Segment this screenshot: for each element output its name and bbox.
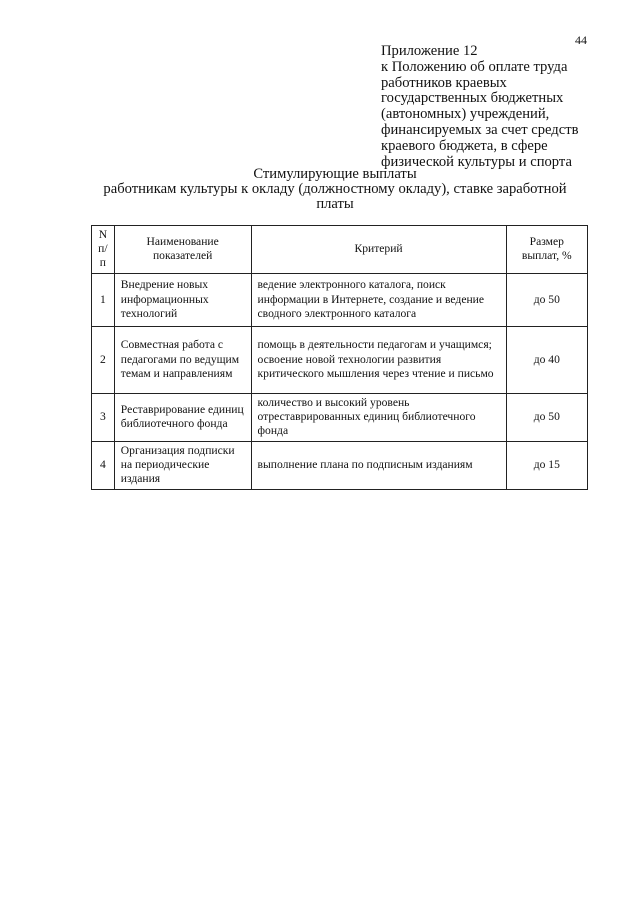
appendix-line: финансируемых за счет средств (381, 121, 579, 138)
cell-criterion: выполнение плана по подписным изданиям (251, 441, 506, 489)
header-amount: Размер выплат, % (506, 226, 587, 274)
cell-name: Реставрирование единиц библиотечного фонда (114, 393, 251, 441)
appendix-line: краевого бюджета, в сфере (381, 137, 548, 154)
cell-criterion: количество и высокий уровень отреставрированных единиц библиотечного фонда (251, 393, 506, 441)
header-number: N п/п (92, 226, 115, 274)
table-row (92, 441, 588, 489)
appendix-line: Приложение 12 (381, 43, 478, 59)
cell-name: Организация подписки на периодические издания (114, 441, 251, 489)
appendix-line: государственных бюджетных (381, 90, 564, 107)
cell-number: 3 (92, 393, 115, 441)
cell-criterion: ведение электронного каталога, поиск информации в Интернете, создание и ведение сводного электронного каталога (251, 273, 506, 326)
title-line: Стимулирующие выплаты (253, 166, 417, 182)
title-line: работникам культуры к окладу (должностному окладу), ставке заработной (103, 181, 567, 197)
cell-amount: до 15 (506, 441, 587, 489)
cell-amount: до 50 (506, 393, 587, 441)
table-row (92, 273, 588, 326)
cell-amount: до 40 (506, 326, 587, 393)
page-number: 44 (575, 33, 587, 47)
cell-criterion: помощь в деятельности педагогам и учащимся; освоение новой технологии развития критического мышления через чтение и письмо (251, 326, 506, 393)
title-line: платы (316, 196, 354, 212)
cell-amount: до 50 (506, 273, 587, 326)
appendix-header (381, 44, 621, 170)
table-header-row (92, 226, 588, 274)
appendix-line: физической культуры и спорта (381, 153, 572, 170)
appendix-line: (автономных) учреждений, (381, 106, 550, 123)
header-name: Наименование показателей (114, 226, 251, 274)
cell-name: Совместная работа с педагогами по ведущим темам и направлениям (114, 326, 251, 393)
table-row (92, 326, 588, 393)
cell-number: 2 (92, 326, 115, 393)
header-criterion: Критерий (251, 226, 506, 274)
payments-table (91, 225, 588, 490)
document-title (70, 167, 600, 212)
appendix-line: к Положению об оплате труда (381, 58, 568, 75)
cell-number: 1 (92, 273, 115, 326)
cell-number: 4 (92, 441, 115, 489)
table-row (92, 393, 588, 441)
cell-name: Внедрение новых информационных технологий (114, 273, 251, 326)
appendix-line: работников краевых (381, 74, 507, 91)
